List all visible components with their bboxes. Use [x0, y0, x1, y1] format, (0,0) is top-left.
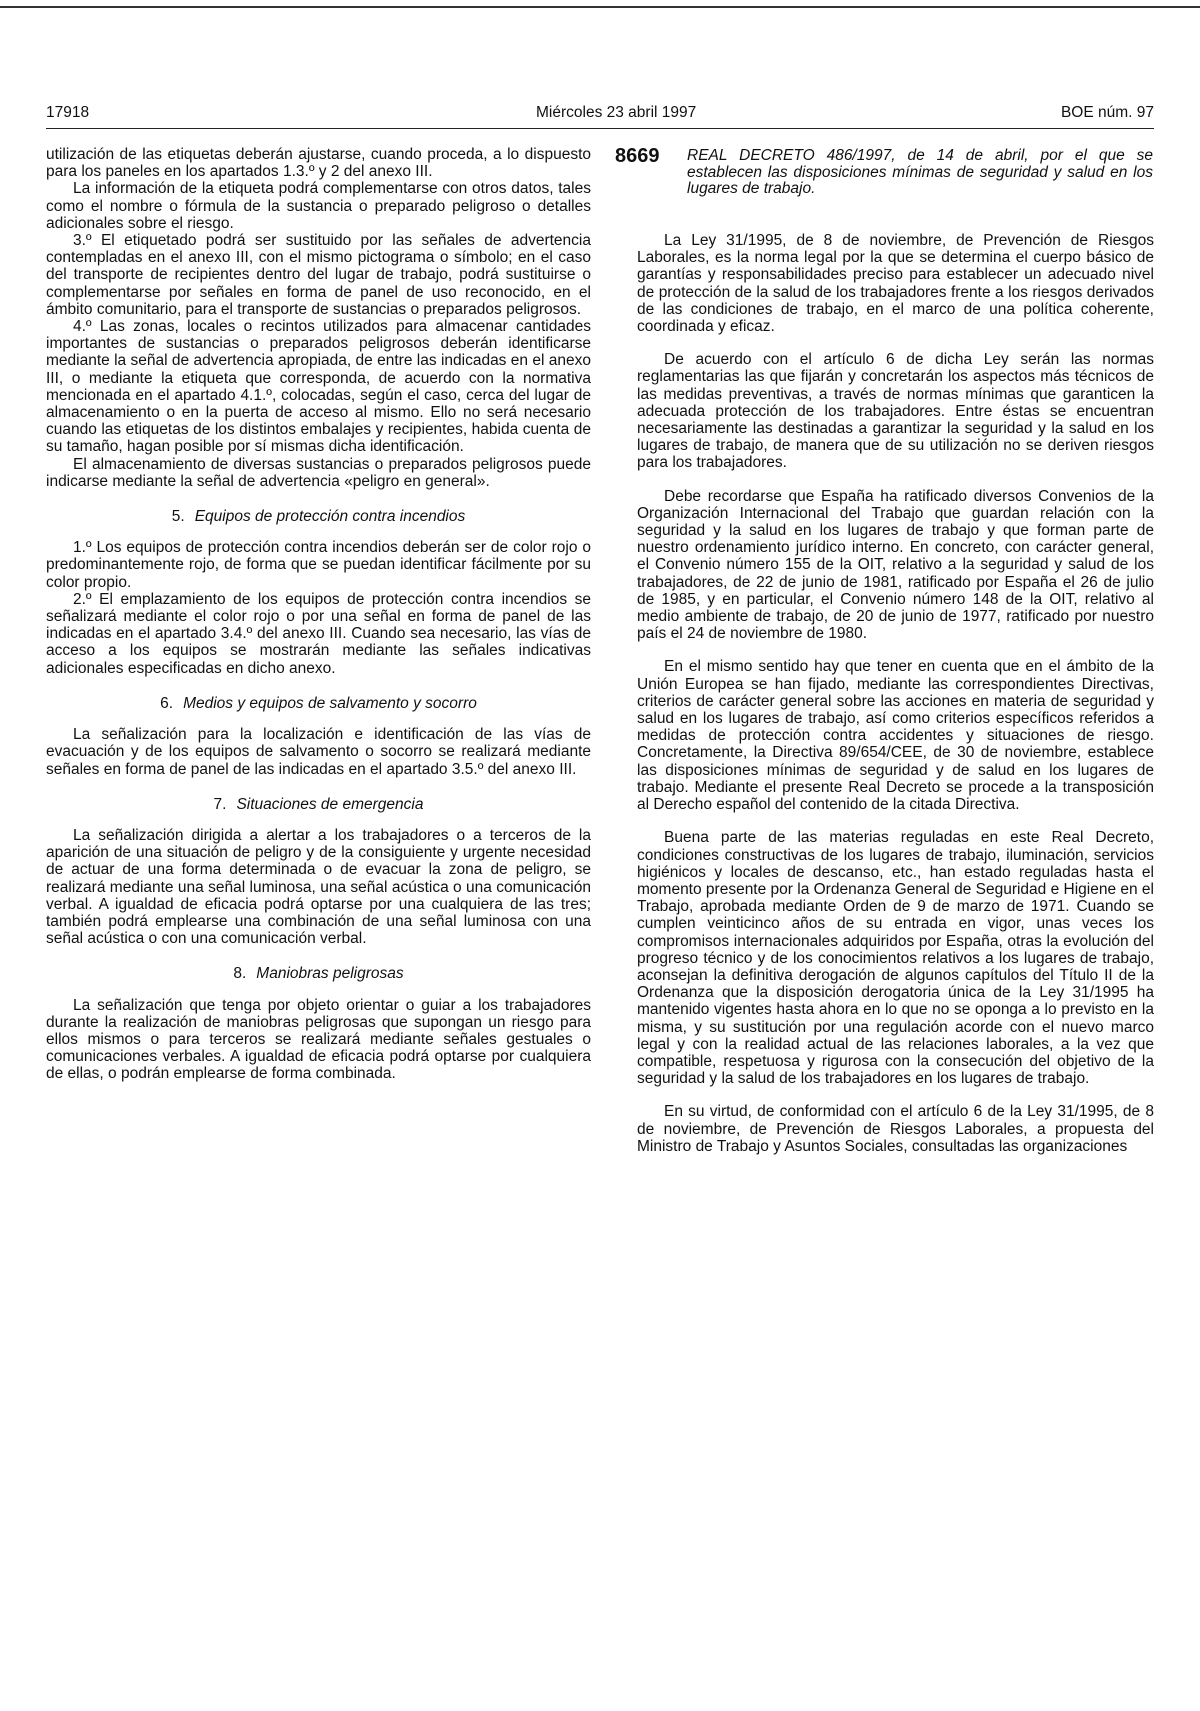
- paragraph: El almacenamiento de diversas sustancias o preparados peligrosos puede indicarse mediante la señal de advertencia «peligro en general».: [46, 455, 591, 490]
- section-title: Equipos de protección contra incendios: [194, 508, 466, 526]
- section-number: 8.: [233, 965, 247, 983]
- section-title: Situaciones de emergencia: [236, 795, 424, 813]
- paragraph: 3.º El etiquetado podrá ser sustituido por las señales de advertencia contempladas en el anexo III, con el mismo pictograma o símbolo; en el caso del transporte de recipientes dentro del lugar de trabajo, podrá sustituirse o complementarse por señales en forma de panel de uso reconocido, en el ámbito comunitario, para el transporte de sustancias o preparados peligrosos.: [46, 232, 591, 318]
- section-heading: [46, 695, 591, 712]
- section-number: 5.: [171, 508, 185, 526]
- paragraph: La señalización dirigida a alertar a los trabajadores o a terceros de la aparición de una situación de peligro y de la consiguiente y urgente necesidad de actuar de una forma determinada o de evacuar la zona de peligro, se realizará mediante una señal luminosa, una señal acústica o una comunicación verbal. A igualdad de eficacia podrá optarse por una cualquiera de las tres; también podrá emplearse una combinación de una señal luminosa con una señal acústica o con una comunicación verbal.: [46, 826, 591, 948]
- paragraph: 2.º El emplazamiento de los equipos de protección contra incendios se señalizará mediante el color rojo o por una señal en forma de panel de las indicadas en el apartado 3.4.º del anexo III. Cuando sea necesario, las vías de acceso a los equipos se mostrarán mediante las señales indicativas adicionales especificadas en dicho anexo.: [46, 590, 591, 677]
- paragraph: La señalización que tenga por objeto orientar o guiar a los trabajadores durante la realización de maniobras peligrosas que supongan un riesgo para ellos mismos o para terceros se realizará mediante señales gestuales o comunicaciones verbales. A igualdad de eficacia podrá optarse por cualquiera de ellas, o podrán emplearse de forma combinada.: [46, 996, 591, 1083]
- paragraph: 1.º Los equipos de protección contra incendios deberán ser de color rojo o predominantemente rojo, de forma que se puedan identificar fácilmente por su color propio.: [46, 539, 591, 591]
- top-rule: [0, 6, 1200, 8]
- paragraph: Debe recordarse que España ha ratificado diversos Convenios de la Organización Internacional del Trabajo que guardan relación con la seguridad y la salud en los lugares de trabajo y que forman parte de nuestro ordenamiento jurídico interno. En concreto, con carácter general, el Convenio número 155 de la OIT, relativo a la seguridad y salud de los trabajadores, de 22 de junio de 1981, ratificado por España el 26 de julio de 1985, y en particular, el Convenio número 148 de la OIT, relativo al medio ambiente de trabajo, de 20 de junio de 1977, ratificado por nuestro país el 24 de noviembre de 1980.: [637, 487, 1154, 643]
- decree-title: REAL DECRETO 486/1997, de 14 de abril, por el que se establecen las disposiciones mínimas de seguridad y salud en los lugares de trabajo.: [687, 147, 1153, 197]
- decree-heading: [615, 145, 1154, 214]
- journal-issue: BOE núm. 97: [1060, 104, 1154, 121]
- header-rule: [46, 128, 1154, 129]
- paragraph: En su virtud, de conformidad con el artículo 6 de la Ley 31/1995, de 8 de noviembre, de Prevención de Riesgos Laborales, a propuesta del Ministro de Trabajo y Asuntos Sociales, consultadas las organizaciones: [637, 1103, 1154, 1155]
- paragraph: La Ley 31/1995, de 8 de noviembre, de Prevención de Riesgos Laborales, es la norma legal por la que se determina el cuerpo básico de garantías y responsabilidades preciso para establecer un adecuado nivel de protección de la salud de los trabajadores frente a los riesgos derivados de las condiciones de trabajo, en el marco de una política coherente, coordinada y eficaz.: [637, 232, 1154, 336]
- section-title: Maniobras peligrosas: [256, 965, 404, 983]
- paragraph: 4.º Las zonas, locales o recintos utilizados para almacenar cantidades importantes de sustancias o preparados peligrosos deberán identificarse mediante la señal de advertencia apropiada, de entre las indicadas en el anexo III, o mediante la etiqueta que corresponda, de acuerdo con la normativa mencionada en el apartado 4.1.º, colocadas, según el caso, cerca del lugar de almacenamiento o en la puerta de acceso al mismo. Ello no será necesario cuando las etiquetas de los distintos embalajes y recipientes, habida cuenta de su tamaño, hagan posible por sí mismas dicha identificación.: [46, 318, 591, 456]
- page-header: [46, 104, 1154, 128]
- section-title: Medios y equipos de salvamento y socorro: [183, 694, 477, 712]
- paragraph: De acuerdo con el artículo 6 de dicha Ley serán las normas reglamentarias las que fijarán y concretarán los aspectos más técnicos de las medidas preventivas, a través de normas mínimas que garanticen la adecuada protección de los trabajadores. Entre éstas se encuentran necesariamente las destinadas a garantizar la seguridad y la salud en los lugares de trabajo, de manera que de su utilización no se deriven riesgos para los trabajadores.: [637, 351, 1154, 472]
- section-number: 6.: [160, 694, 174, 712]
- right-column: [615, 145, 1154, 1171]
- section-heading: [46, 965, 591, 982]
- paragraph: La señalización para la localización e identificación de las vías de evacuación y de los equipos de salvamento o socorro se realizará mediante señales en forma de panel de las indicadas en el apartado 3.5.º del anexo III.: [46, 726, 591, 778]
- section-heading: [46, 796, 591, 813]
- issue-date: Miércoles 23 abril 1997: [536, 104, 697, 121]
- paragraph: En el mismo sentido hay que tener en cuenta que en el ámbito de la Unión Europea se han fijado, mediante las correspondientes Directivas, criterios de carácter general sobre las acciones en materia de seguridad y salud en los lugares de trabajo, así como criterios específicos referidos a medidas de protección contra accidentes y situaciones de riesgo. Concretamente, la Directiva 89/654/CEE, de 30 de noviembre, establece las disposiciones mínimas de seguridad y de salud en los lugares de trabajo. Mediante el presente Real Decreto se procede a la transposición al Derecho español del contenido de la citada Directiva.: [637, 658, 1154, 814]
- paragraph: utilización de las etiquetas deberán ajustarse, cuando proceda, a lo dispuesto para los paneles en los apartados 1.3.º y 2 del anexo III.: [46, 146, 591, 181]
- left-column: [46, 146, 591, 1083]
- paragraph: Buena parte de las materias reguladas en este Real Decreto, condiciones constructivas de los lugares de trabajo, iluminación, servicios higiénicos y locales de descanso, etc., han estado reguladas hasta el momento presente por la Ordenanza General de Seguridad e Higiene en el Trabajo, aprobada mediante Orden de 9 de marzo de 1971. Cuando se cumplen veinticinco años de su entrada en vigor, unas veces los compromisos internacionales adquiridos por España, otras la evolución del progreso técnico y de los conocimientos relativos a los lugares de trabajo, aconsejan la definitiva derogación de algunos capítulos del Título II de la Ordenanza que la disposición derogatoria única de la Ley 31/1995 ha mantenido vigentes hasta ahora en lo que no se oponga a lo previsto en la misma, y su sustitución por una regulación acorde con el nuevo marco legal y con la realidad actual de las relaciones laborales, a la vez que compatible, respetuosa y rigurosa con la consecución del objetivo de la seguridad y la salud de los trabajadores en los lugares de trabajo.: [637, 829, 1154, 1088]
- page-number: 17918: [46, 104, 90, 121]
- decree-number: 8669: [615, 145, 660, 167]
- section-heading: [46, 508, 591, 525]
- paragraph: La información de la etiqueta podrá complementarse con otros datos, tales como el nombre o fórmula de la sustancia o preparado peligroso o detalles adicionales sobre el riesgo.: [46, 180, 591, 232]
- section-number: 7.: [213, 795, 227, 813]
